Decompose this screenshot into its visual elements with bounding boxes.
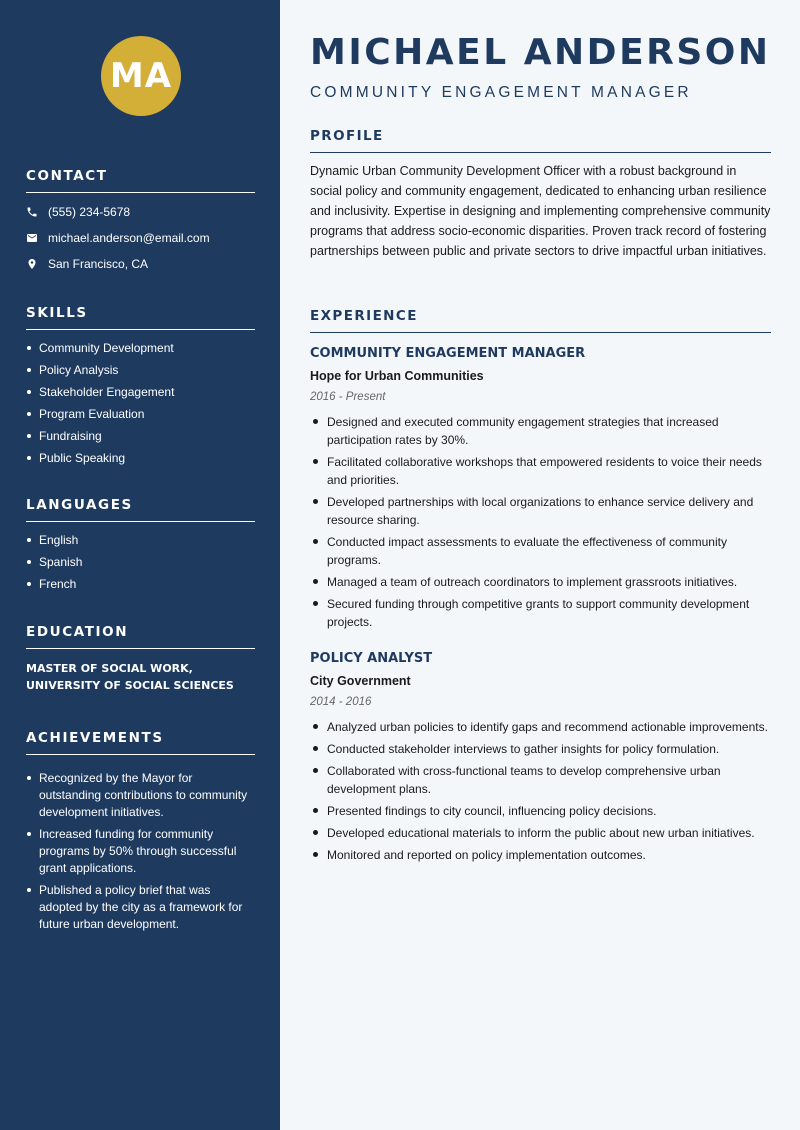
experience-section	[310, 308, 771, 333]
candidate-name: MICHAEL ANDERSON	[310, 32, 771, 73]
contact-email	[26, 225, 255, 251]
job-bullet: Developed partnerships with local organizations to enhance service delivery and resource sharing.	[310, 493, 771, 529]
skill-item: Fundraising	[26, 428, 255, 445]
avatar: MA	[101, 36, 181, 116]
languages-list	[26, 532, 255, 593]
profile-section	[310, 128, 771, 261]
education-degree: MASTER OF SOCIAL WORK, UNIVERSITY OF SOCIAL SCIENCES	[26, 662, 234, 692]
language-item: Spanish	[26, 554, 255, 571]
job-title: COMMUNITY ENGAGEMENT MANAGER	[310, 346, 586, 361]
job-bullet: Secured funding through competitive grants to support community development projects.	[310, 595, 771, 631]
achievements-list	[26, 770, 255, 933]
education-heading: EDUCATION	[26, 624, 255, 649]
experience-heading: EXPERIENCE	[310, 308, 771, 333]
job-entry	[310, 651, 771, 868]
achievements-heading: ACHIEVEMENTS	[26, 730, 255, 755]
skill-item: Community Development	[26, 340, 255, 357]
job-title: POLICY ANALYST	[310, 651, 433, 666]
job-bullets	[310, 413, 771, 631]
job-bullet: Developed educational materials to inform the public about new urban initiatives.	[310, 824, 771, 842]
phone-text: (555) 234-5678	[48, 205, 131, 219]
job-bullet: Conducted stakeholder interviews to gather insights for policy formulation.	[310, 740, 771, 758]
phone-icon	[26, 206, 48, 218]
profile-text: Dynamic Urban Community Development Officer with a robust background in social policy and community engagement, dedicated to enhancing urban resilience and inclusivity. Expertise in designing and implementing comprehensive community programs that address socio-economic disparities. Proven track record of fostering partnerships between public and private sectors to drive impactful urban initiatives.	[310, 164, 771, 258]
job-bullet: Conducted impact assessments to evaluate the effectiveness of community programs.	[310, 533, 771, 569]
sidebar	[0, 0, 280, 1130]
education-section	[26, 624, 255, 694]
skill-item: Program Evaluation	[26, 406, 255, 423]
job-entry	[310, 346, 771, 635]
job-bullet: Collaborated with cross-functional teams to develop comprehensive urban development plans.	[310, 762, 771, 798]
achievement-item: Recognized by the Mayor for outstanding contributions to community development initiatives.	[26, 770, 255, 821]
job-company: Hope for Urban Communities	[310, 369, 484, 383]
job-bullet: Analyzed urban policies to identify gaps and recommend actionable improvements.	[310, 718, 771, 736]
language-item: French	[26, 576, 255, 593]
achievements-section	[26, 730, 255, 938]
language-item: English	[26, 532, 255, 549]
skills-list	[26, 340, 255, 467]
job-company: City Government	[310, 674, 411, 688]
email-icon	[26, 232, 48, 244]
job-bullet: Managed a team of outreach coordinators to implement grassroots initiatives.	[310, 573, 771, 591]
contact-section	[26, 168, 255, 277]
skill-item: Public Speaking	[26, 450, 255, 467]
job-bullet: Monitored and reported on policy implementation outcomes.	[310, 846, 771, 864]
skill-item: Policy Analysis	[26, 362, 255, 379]
job-bullet: Designed and executed community engagement strategies that increased participation rates by 30%.	[310, 413, 771, 449]
contact-location	[26, 251, 255, 277]
job-dates: 2016 - Present	[310, 391, 386, 403]
profile-heading: PROFILE	[310, 128, 771, 153]
achievement-item: Published a policy brief that was adopted by the city as a framework for future urban development.	[26, 882, 255, 933]
skill-item: Stakeholder Engagement	[26, 384, 255, 401]
skills-section	[26, 305, 255, 472]
job-bullets	[310, 718, 771, 864]
achievement-item: Increased funding for community programs by 50% through successful grant applications.	[26, 826, 255, 877]
job-dates: 2014 - 2016	[310, 696, 372, 708]
location-text: San Francisco, CA	[48, 257, 149, 271]
job-bullet: Facilitated collaborative workshops that empowered residents to voice their needs and priorities.	[310, 453, 771, 489]
skills-heading: SKILLS	[26, 305, 255, 330]
job-bullet: Presented findings to city council, influencing policy decisions.	[310, 802, 771, 820]
email-text: michael.anderson@email.com	[48, 231, 210, 245]
candidate-title: COMMUNITY ENGAGEMENT MANAGER	[310, 84, 692, 101]
contact-phone	[26, 199, 255, 225]
location-icon	[26, 258, 48, 270]
contact-heading: CONTACT	[26, 168, 255, 193]
languages-heading: LANGUAGES	[26, 497, 255, 522]
languages-section	[26, 497, 255, 598]
